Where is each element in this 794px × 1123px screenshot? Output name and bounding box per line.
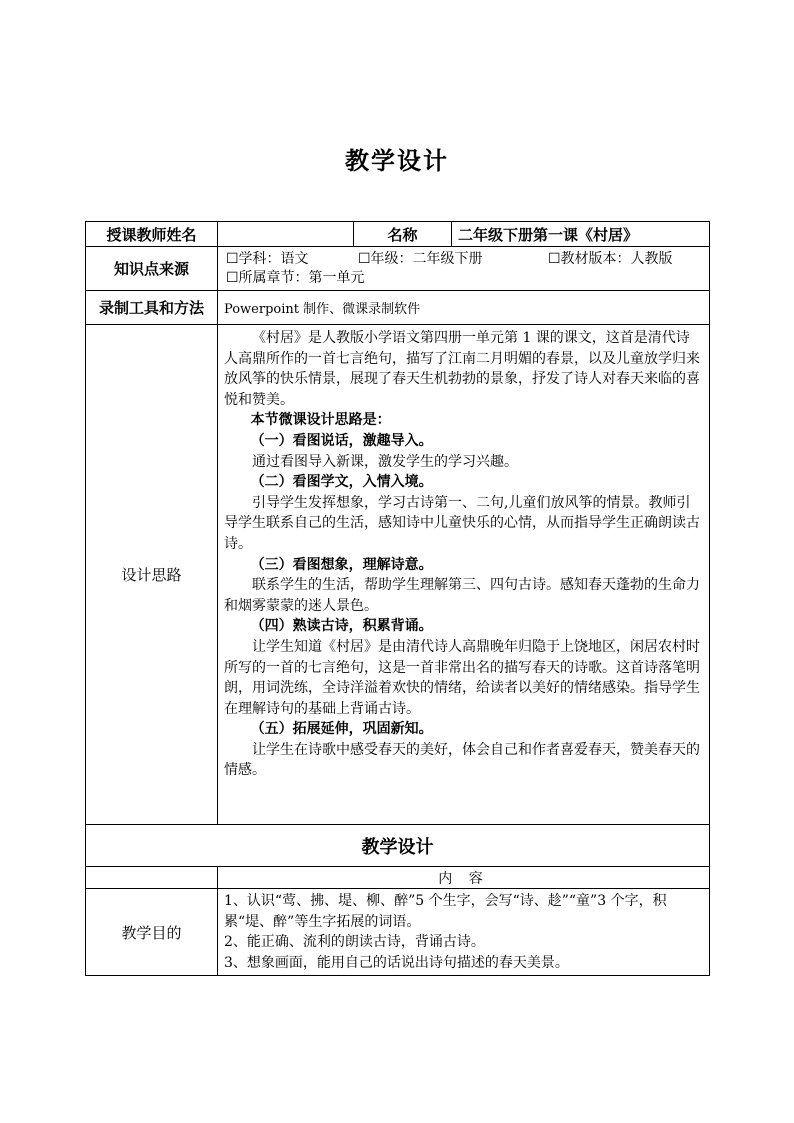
design-row	[86, 325, 710, 825]
source-grade: ☐年级：二年级下册	[358, 250, 483, 267]
goals-content	[218, 889, 710, 976]
tools-label: 录制工具和方法	[86, 291, 218, 325]
source-edition: ☐教材版本：人教版	[548, 250, 673, 267]
teacher-row	[86, 222, 710, 247]
name-label: 名称	[354, 222, 452, 247]
teaching-design-table	[85, 221, 710, 976]
source-subject: ☐学科：语文	[226, 250, 309, 267]
tools-row	[86, 291, 710, 325]
step5-text: 让学生在诗歌中感受春天的美好，体会自己和作者喜爱春天，赞美春天的情感。	[224, 741, 700, 779]
step5-title: （五）拓展延伸，巩固新知。	[250, 721, 433, 738]
design-intro: 《村居》是人教版小学语文第四册一单元第 1 课的课文，这首是清代诗人高鼎所作的一首七言绝句，描写了江南二月明媚的春景，以及儿童放学归来放风筝的快乐情景，展现了春天生机勃勃的景象，抒发了诗人对春天来临的喜悦和赞美。	[224, 330, 700, 408]
document-title: 教学设计	[345, 146, 449, 175]
content-header-row	[86, 867, 710, 889]
goals-row	[86, 889, 710, 976]
design-label: 设计思路	[86, 325, 218, 825]
goal-2: 2、能正确、流利的朗读古诗，背诵古诗。	[224, 934, 485, 951]
goals-label: 教学目的	[86, 889, 218, 976]
section2-title-row	[86, 825, 710, 867]
design-content	[218, 325, 710, 825]
source-label: 知识点来源	[86, 247, 218, 291]
design-heading: 本节微课设计思路是：	[250, 412, 391, 429]
source-row	[86, 247, 710, 291]
source-value	[218, 247, 710, 291]
goal-1: 1、认识“莺、拂、堤、柳、醉”5 个生字，会写“诗、趁”“童”3 个字，积累“堤、醉”等生字拓展的词语。	[224, 893, 667, 930]
teacher-label: 授课教师姓名	[86, 222, 218, 247]
tools-value: Powerpoint 制作、微课录制软件	[218, 291, 710, 325]
step4-text: 让学生知道《村居》是由清代诗人高鼎晚年归隐于上饶地区，闲居农村时所写的一首的七言绝句，这是一首非常出名的描写春天的诗歌。这首诗落笔明朗，用词洗练，全诗洋溢着欢快的情绪，给读者以美好的情绪感染。指导学生在理解诗句的基础上背诵古诗。	[224, 638, 700, 717]
step1-title: （一）看图说话，激趣导入。	[250, 432, 433, 449]
step3-title: （三）看图想象，理解诗意。	[250, 556, 433, 573]
content-header-blank	[86, 867, 218, 889]
goal-3: 3、想象画面，能用自己的话说出诗句描述的春天美景。	[224, 954, 569, 971]
step2-text: 引导学生发挥想象，学习古诗第一、二句,儿童们放风筝的情景。教师引导学生联系自己的生活，感知诗中儿童快乐的心情，从而指导学生正确朗读古诗。	[224, 494, 700, 552]
content-header: 内 容	[218, 867, 710, 889]
name-value: 二年级下册第一课《村居》	[452, 222, 710, 247]
step2-title: （二）看图学文，入情入境。	[250, 474, 433, 491]
step4-title: （四）熟读古诗，积累背诵。	[250, 618, 433, 635]
step1-text: 通过看图导入新课，激发学生的学习兴趣。	[252, 453, 518, 470]
source-chapter: ☐所属章节：第一单元	[226, 269, 365, 286]
section2-title: 教学设计	[86, 825, 710, 867]
step3-text: 联系学生的生活，帮助学生理解第三、四句古诗。感知春天蓬勃的生命力和烟雾蒙蒙的迷人景色。	[224, 577, 700, 614]
teacher-value	[218, 222, 354, 247]
